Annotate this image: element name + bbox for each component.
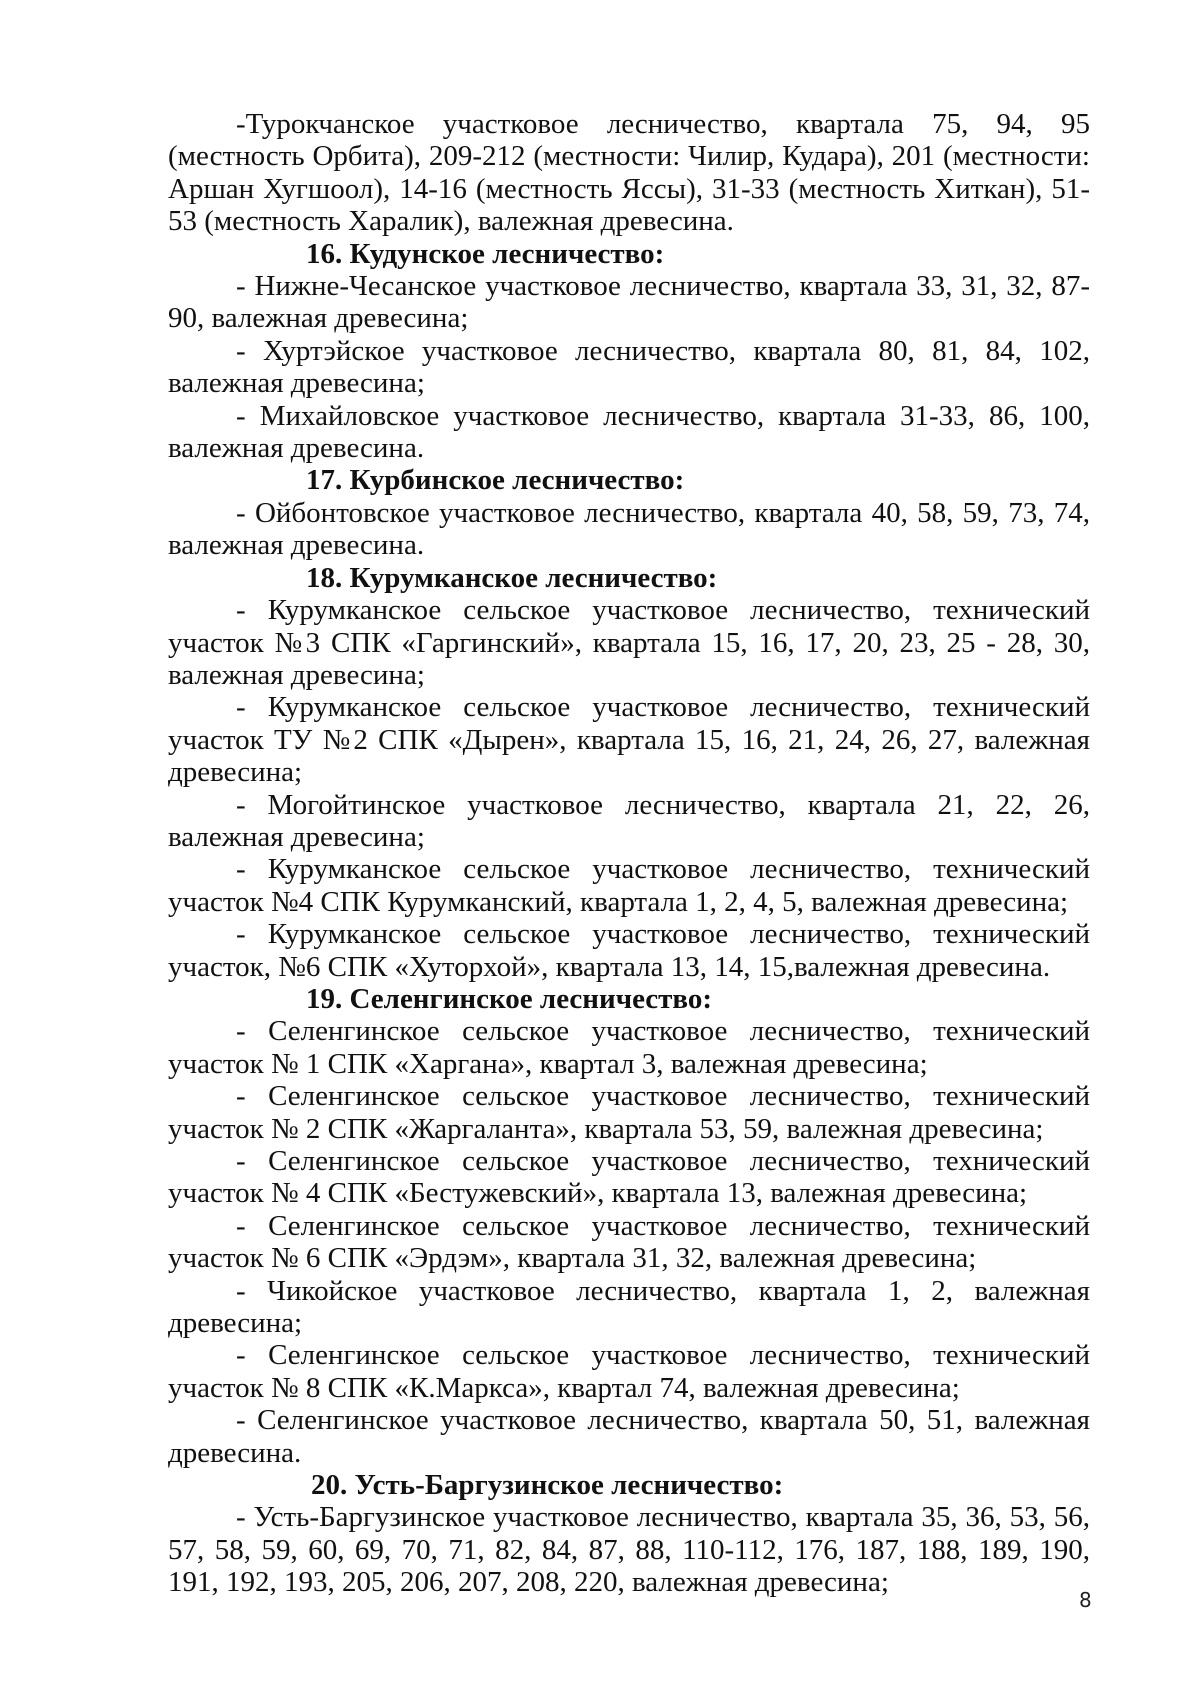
section-heading: 19. Селенгинское лесничество: <box>306 982 713 1015</box>
list-item: - Курумканское сельское участковое лесничество, технический участок №3 СПК «Гаргинский», квартала 15, 16, 17, 20, 23, 25 - 28, 30, валежная древесина; <box>168 594 1090 691</box>
list-item: - Курумканское сельское участковое лесничество, технический участок ТУ №2 СПК «Дырен», квартала 15, 16, 21, 24, 26, 27, валежная древесина; <box>168 691 1090 789</box>
section-heading: 20. Усть-Баргузинское лесничество: <box>311 1469 784 1502</box>
section-heading: 16. Кудунское лесничество: <box>306 237 665 270</box>
list-item: - Селенгинское сельское участковое лесничество, технический участок № 2 СПК «Жаргаланта», квартала 53, 59, валежная древесина; <box>168 1080 1090 1145</box>
list-item: - Нижне-Чесанское участковое лесничество, квартала 33, 31, 32, 87-90, валежная древесина; <box>168 270 1090 335</box>
list-item: - Ойбонтовское участковое лесничество, квартала 40, 58, 59, 73, 74, валежная древесина. <box>168 496 1090 562</box>
section-kudunskoe <box>168 238 1090 465</box>
list-item: - Михайловское участковое лесничество, квартала 31-33, 86, 100, валежная древесина. <box>168 399 1090 465</box>
list-item: - Селенгинское сельское участковое лесничество, технический участок № 6 СПК «Эрдэм», квартала 31, 32, валежная древесина; <box>168 1209 1090 1275</box>
section-kurbinskoe <box>168 464 1090 561</box>
page-number: 8 <box>1079 1588 1092 1612</box>
section-heading: 17. Курбинское лесничество: <box>306 464 685 497</box>
section-kurumkanskoe <box>168 562 1090 983</box>
document-body <box>168 108 1090 1599</box>
list-item: - Курумканское сельское участковое лесничество, технический участок №4 СПК Курумканский, квартала 1, 2, 4, 5, валежная древесина; <box>168 853 1090 918</box>
list-item: - Курумканское сельское участковое лесничество, технический участок, №6 СПК «Хуторхой», квартала 13, 14, 15,валежная древесина. <box>168 918 1090 983</box>
list-item: - Усть-Баргузинское участковое лесничество, квартала 35, 36, 53, 56, 57, 58, 59, 60, 69, 70, 71, 82, 84, 87, 88, 110-112, 176, 187, 188, 189, 190, 191, 192, 193, 205, 206, 207, 208, 220, валежная древесина; <box>168 1501 1090 1599</box>
section-selenginskoe <box>168 983 1090 1469</box>
list-item: - Селенгинское участковое лесничество, квартала 50, 51, валежная древесина. <box>168 1404 1090 1469</box>
list-item: - Селенгинское сельское участковое лесничество, технический участок № 8 СПК «К.Маркса», квартал 74, валежная древесина; <box>168 1339 1090 1404</box>
intro-paragraph: -Турокчанское участковое лесничество, квартала 75, 94, 95 (местность Орбита), 209-212 (местности: Чилир, Кудара), 201 (местности: Аршан Хугшоол), 14-16 (местность Яссы), 31-33 (местность Хиткан), 51-53 (местность Харалик), валежная древесина. <box>168 108 1090 238</box>
list-item: - Селенгинское сельское участковое лесничество, технический участок № 1 СПК «Харгана», квартал 3, валежная древесина; <box>168 1015 1090 1080</box>
section-heading: 18. Курумканское лесничество: <box>306 561 718 594</box>
list-item: - Хуртэйское участковое лесничество, квартала 80, 81, 84, 102, валежная древесина; <box>168 334 1090 400</box>
section-ust-barguzinskoe <box>168 1469 1090 1599</box>
list-item: - Чикойское участковое лесничество, квартала 1, 2, валежная древесина; <box>168 1274 1090 1340</box>
list-item: - Могойтинское участковое лесничество, квартала 21, 22, 26, валежная древесина; <box>168 788 1090 853</box>
list-item: - Селенгинское сельское участковое лесничество, технический участок № 4 СПК «Бестужевский», квартала 13, валежная древесина; <box>168 1145 1090 1210</box>
